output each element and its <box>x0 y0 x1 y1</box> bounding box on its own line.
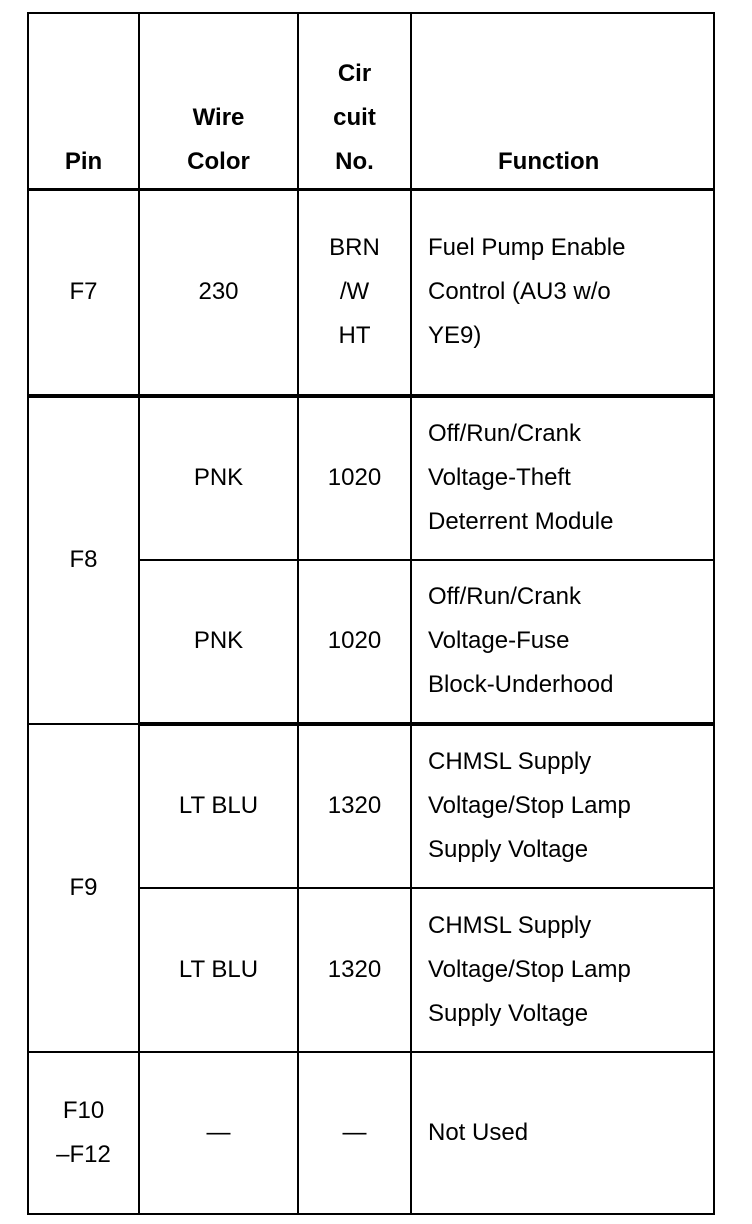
function-cell <box>411 396 714 560</box>
pin-line: F10 <box>62 1096 105 1124</box>
function-line: Off/Run/Crank <box>428 583 581 610</box>
function-line: Voltage-Theft <box>428 464 571 491</box>
circuit-cell <box>298 396 411 560</box>
circuit-value: 1320 <box>327 955 382 983</box>
table-header-row <box>28 13 714 190</box>
function-line: CHMSL Supply <box>428 748 592 775</box>
function-line: Off/Run/Crank <box>428 420 581 447</box>
wire-color-cell <box>139 560 298 724</box>
function-cell <box>411 560 714 724</box>
function-cell <box>411 190 714 396</box>
table-row <box>28 190 714 396</box>
circuit-value: 1020 <box>327 464 382 491</box>
header-pin-label: Pin <box>64 148 103 175</box>
wire-color-cell <box>139 1052 298 1214</box>
table-row <box>28 1052 714 1214</box>
function-line: Fuel Pump Enable <box>428 234 626 262</box>
function-line: YE9) <box>428 322 482 350</box>
circuit-line: BRN <box>329 234 380 262</box>
wire-color-value: LT BLU <box>178 955 259 983</box>
function-value: Not Used <box>428 1118 529 1146</box>
circuit-line: HT <box>338 322 371 350</box>
pin-cell <box>28 190 139 396</box>
pin-line: –F12 <box>56 1140 111 1168</box>
wire-color-value: PNK <box>193 627 244 654</box>
header-wire-color-line: Wire <box>192 104 245 131</box>
table-row <box>28 396 714 560</box>
header-pin <box>28 13 139 190</box>
circuit-cell <box>298 724 411 888</box>
function-line: CHMSL Supply <box>428 911 592 939</box>
wire-color-cell <box>139 724 298 888</box>
circuit-value: 1320 <box>327 792 382 819</box>
function-cell <box>411 1052 714 1214</box>
circuit-value: — <box>342 1118 367 1146</box>
table-row <box>28 724 714 888</box>
function-cell <box>411 888 714 1052</box>
pin-value: F7 <box>69 278 98 306</box>
wire-color-value: PNK <box>193 464 244 491</box>
header-circuit-line: No. <box>335 148 374 175</box>
wire-color-cell <box>139 888 298 1052</box>
circuit-cell <box>298 888 411 1052</box>
wire-color-cell <box>139 396 298 560</box>
header-circuit-line: cuit <box>333 104 376 131</box>
circuit-cell <box>298 1052 411 1214</box>
wire-color-cell <box>139 190 298 396</box>
circuit-cell <box>298 190 411 396</box>
circuit-value: 1020 <box>327 627 382 654</box>
pin-cell <box>28 396 139 724</box>
function-line: Voltage/Stop Lamp <box>428 792 631 819</box>
function-line: Voltage/Stop Lamp <box>428 955 631 983</box>
function-cell <box>411 724 714 888</box>
header-circuit-no <box>298 13 411 190</box>
function-line: Deterrent Module <box>428 508 614 535</box>
function-line: Block-Underhood <box>428 671 614 698</box>
header-function <box>411 13 714 190</box>
header-circuit-line: Cir <box>337 60 372 87</box>
function-line: Supply Voltage <box>428 999 589 1027</box>
function-line: Voltage-Fuse <box>428 627 570 654</box>
pin-cell <box>28 724 139 1052</box>
wire-color-value: LT BLU <box>178 792 259 819</box>
wire-color-value: — <box>206 1118 231 1146</box>
header-wire-color <box>139 13 298 190</box>
pin-cell <box>28 1052 139 1214</box>
circuit-line: /W <box>339 278 370 306</box>
connector-pinout-table <box>27 12 715 1215</box>
function-line: Control (AU3 w/o <box>428 278 611 306</box>
header-wire-color-line: Color <box>187 148 250 175</box>
circuit-cell <box>298 560 411 724</box>
function-line: Supply Voltage <box>428 836 589 863</box>
pin-value: F8 <box>69 546 98 573</box>
header-function-label: Function <box>498 148 600 175</box>
pin-value: F9 <box>69 873 98 901</box>
wire-color-value: 230 <box>198 278 239 306</box>
